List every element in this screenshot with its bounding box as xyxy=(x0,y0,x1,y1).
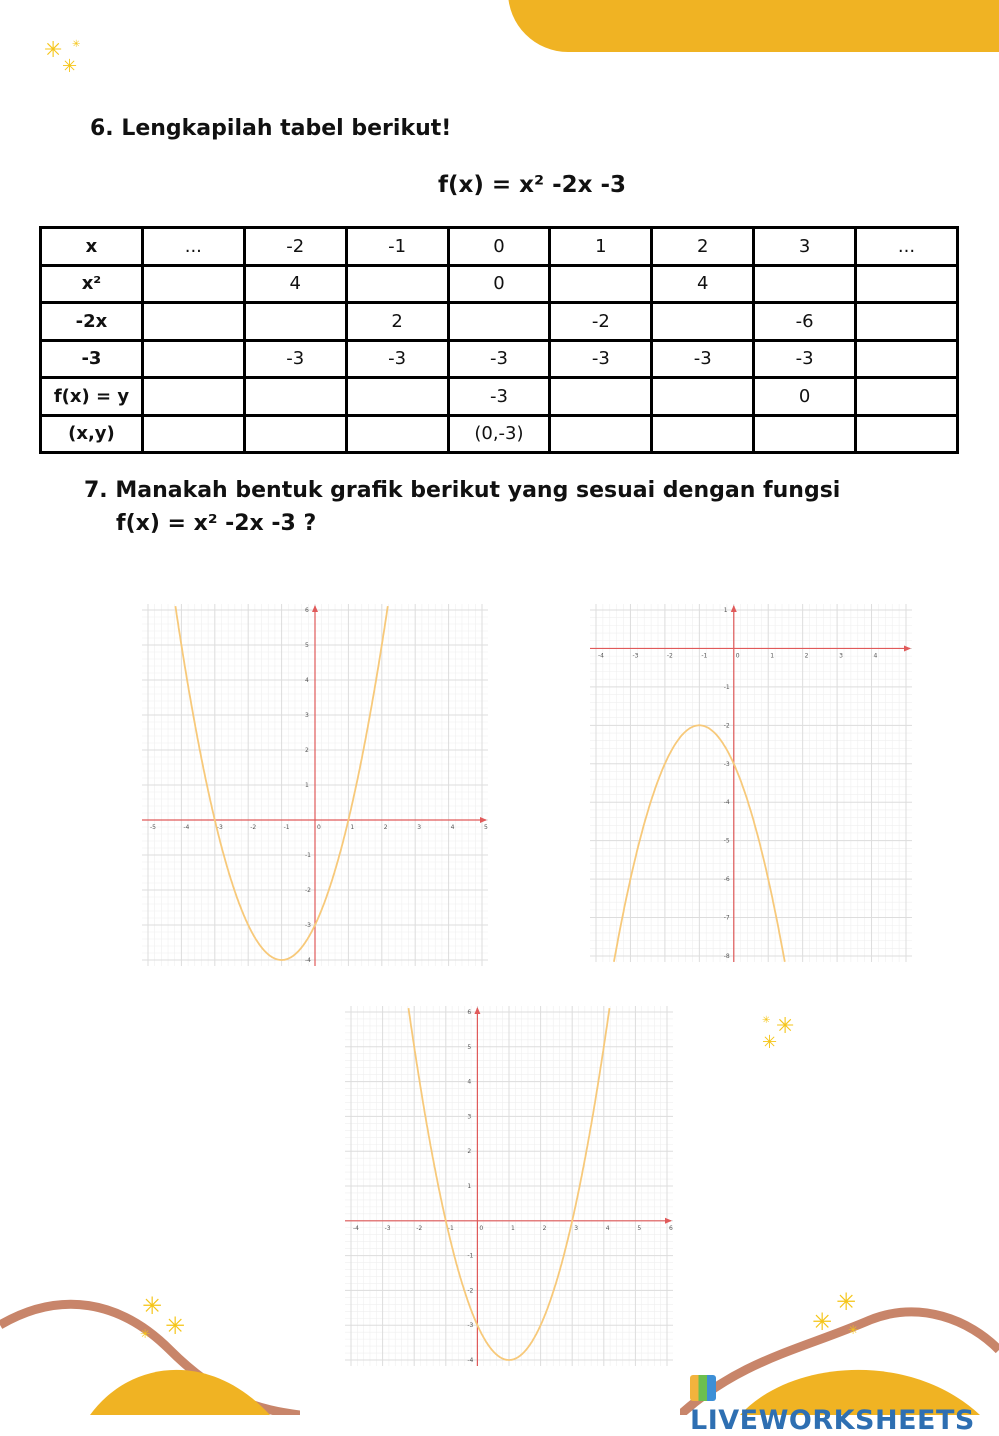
y-tick-label: 3 xyxy=(305,712,309,719)
answer-cell[interactable] xyxy=(856,415,958,453)
row-header: -3 xyxy=(41,340,143,378)
x-tick-label: 4 xyxy=(450,824,455,831)
value-cell: 3 xyxy=(754,228,856,266)
value-cell: (0,-3) xyxy=(448,415,550,453)
answer-cell[interactable] xyxy=(652,378,754,416)
question-7-line-2: f(x) = x² -2x -3 ? xyxy=(116,511,317,536)
y-axis-arrow xyxy=(474,1007,480,1014)
x-tick-label: 3 xyxy=(839,652,843,660)
answer-cell[interactable] xyxy=(346,378,448,416)
sparkle-icon: ✳ xyxy=(812,1308,833,1336)
value-cell: -2 xyxy=(244,228,346,266)
answer-cell[interactable] xyxy=(754,265,856,303)
y-axis-arrow xyxy=(731,605,737,612)
y-tick-label: -1 xyxy=(723,683,730,691)
x-tick-label: -1 xyxy=(283,824,290,831)
answer-cell[interactable] xyxy=(856,340,958,378)
table-row xyxy=(41,378,958,416)
sparkle-icon: ✳ xyxy=(165,1312,186,1340)
y-tick-label: 6 xyxy=(467,1009,472,1016)
value-cell: 0 xyxy=(448,228,550,266)
question-6: 6. Lengkapilah tabel berikut! xyxy=(90,116,452,141)
row-header: x xyxy=(41,228,143,266)
answer-cell[interactable] xyxy=(856,265,958,303)
x-tick-label: 3 xyxy=(574,1224,579,1232)
answer-cell[interactable] xyxy=(346,415,448,453)
x-tick-label: 2 xyxy=(383,824,388,831)
y-tick-label: -4 xyxy=(723,799,730,807)
y-tick-label: 6 xyxy=(305,607,309,614)
x-tick-label: 1 xyxy=(770,652,775,660)
table-row xyxy=(41,340,958,378)
x-tick-label: 2 xyxy=(542,1224,547,1232)
x-tick-label: -4 xyxy=(598,652,604,660)
y-tick-label: -6 xyxy=(723,876,730,884)
sparkle-icon: ✳ xyxy=(142,1292,163,1320)
answer-cell[interactable] xyxy=(550,265,652,303)
y-tick-label: -1 xyxy=(305,852,311,859)
y-tick-label: 2 xyxy=(305,747,309,754)
sparkle-icon: ✳ xyxy=(62,56,78,77)
graph-a[interactable] xyxy=(142,604,488,966)
answer-cell[interactable] xyxy=(244,303,346,341)
value-cell: -1 xyxy=(346,228,448,266)
row-header: x² xyxy=(41,265,143,303)
x-tick-label: 4 xyxy=(873,652,878,660)
sparkle-icon: ✳ xyxy=(762,1032,778,1053)
answer-cell[interactable] xyxy=(244,415,346,453)
x-tick-label: -2 xyxy=(416,1224,423,1232)
sparkle-icon: ✳ xyxy=(848,1323,859,1337)
y-tick-label: -5 xyxy=(723,837,730,845)
answer-cell[interactable] xyxy=(754,415,856,453)
y-tick-label: -3 xyxy=(467,1322,474,1330)
y-tick-label: -1 xyxy=(467,1252,474,1260)
graph-b[interactable] xyxy=(590,604,912,962)
table-row xyxy=(41,415,958,453)
value-cell: -3 xyxy=(652,340,754,378)
value-cell: 4 xyxy=(244,265,346,303)
sparkle-icon: ✳ xyxy=(44,38,63,63)
value-cell: -3 xyxy=(448,378,550,416)
value-cell: -3 xyxy=(346,340,448,378)
y-tick-label: 3 xyxy=(467,1113,472,1121)
y-tick-label: -4 xyxy=(467,1357,474,1364)
y-tick-label: -2 xyxy=(723,722,730,730)
answer-cell[interactable] xyxy=(550,378,652,416)
answer-cell[interactable] xyxy=(652,415,754,453)
x-tick-label: 0 xyxy=(479,1224,484,1232)
x-tick-label: -3 xyxy=(384,1224,391,1232)
x-tick-label: 1 xyxy=(511,1224,515,1232)
y-tick-label: 2 xyxy=(467,1148,472,1156)
value-cell: -2 xyxy=(550,303,652,341)
x-axis-arrow xyxy=(904,645,911,651)
value-cell: -6 xyxy=(754,303,856,341)
y-tick-label: 4 xyxy=(305,677,309,684)
x-axis-arrow xyxy=(480,817,487,823)
sparkle-icon: ✳ xyxy=(776,1014,795,1039)
x-tick-label: -5 xyxy=(150,824,156,831)
y-tick-label: 1 xyxy=(723,607,728,614)
answer-cell[interactable] xyxy=(142,415,244,453)
y-tick-label: 1 xyxy=(305,782,309,789)
function-formula: f(x) = x² -2x -3 xyxy=(438,172,627,198)
value-cell: -3 xyxy=(754,340,856,378)
value-cell: -3 xyxy=(448,340,550,378)
answer-cell[interactable] xyxy=(448,303,550,341)
y-tick-label: -3 xyxy=(723,760,730,768)
table-row xyxy=(41,303,958,341)
x-tick-label: -4 xyxy=(353,1224,359,1232)
table-row xyxy=(41,228,958,266)
brand-text: LIVEWORKSHEETS xyxy=(690,1405,975,1436)
answer-cell[interactable] xyxy=(652,303,754,341)
x-tick-label: 6 xyxy=(669,1224,673,1232)
y-tick-label: 5 xyxy=(305,642,309,649)
y-tick-label: 4 xyxy=(467,1078,472,1086)
sparkle-icon: ✳ xyxy=(72,39,81,50)
sparkle-icon: ✳ xyxy=(762,1015,771,1026)
y-tick-label: -7 xyxy=(723,914,730,922)
value-cell: 0 xyxy=(448,265,550,303)
answer-cell[interactable] xyxy=(550,415,652,453)
table-row xyxy=(41,265,958,303)
x-tick-label: 1 xyxy=(350,824,355,831)
value-cell: -3 xyxy=(244,340,346,378)
y-tick-label: -2 xyxy=(305,887,311,894)
question-7 xyxy=(84,478,964,536)
x-tick-label: -1 xyxy=(701,652,708,660)
row-header: f(x) = y xyxy=(41,378,143,416)
x-axis-arrow xyxy=(665,1218,672,1224)
value-table xyxy=(39,226,959,454)
value-cell: ... xyxy=(856,228,958,266)
x-tick-label: -2 xyxy=(250,824,257,831)
liveworksheets-logo xyxy=(690,1374,999,1436)
value-cell: 1 xyxy=(550,228,652,266)
brand-icon xyxy=(690,1375,716,1401)
answer-cell[interactable] xyxy=(142,303,244,341)
answer-cell[interactable] xyxy=(856,303,958,341)
y-tick-label: 5 xyxy=(467,1043,472,1051)
y-tick-label: -8 xyxy=(723,953,730,960)
x-tick-label: 3 xyxy=(417,824,422,831)
x-tick-label: 5 xyxy=(484,824,488,831)
value-cell: 2 xyxy=(652,228,754,266)
row-header: -2x xyxy=(41,303,143,341)
answer-cell[interactable] xyxy=(856,378,958,416)
x-tick-label: 4 xyxy=(605,1224,610,1232)
answer-cell[interactable] xyxy=(142,340,244,378)
answer-cell[interactable] xyxy=(142,378,244,416)
x-tick-label: -1 xyxy=(447,1224,454,1232)
y-tick-label: -4 xyxy=(305,957,311,964)
graph-c[interactable] xyxy=(345,1006,673,1366)
top-decoration-blob xyxy=(508,0,999,52)
y-tick-label: -3 xyxy=(305,922,311,929)
value-cell: 2 xyxy=(346,303,448,341)
answer-cell[interactable] xyxy=(142,265,244,303)
x-tick-label: 0 xyxy=(735,652,740,660)
x-tick-label: -2 xyxy=(666,652,673,660)
x-tick-label: -3 xyxy=(216,824,223,831)
question-7-line-1: 7. Manakah bentuk grafik berikut yang sesuai dengan fungsi xyxy=(84,478,841,503)
value-cell: 0 xyxy=(754,378,856,416)
y-tick-label: 1 xyxy=(467,1183,472,1190)
x-tick-label: -4 xyxy=(183,824,190,831)
value-cell: 4 xyxy=(652,265,754,303)
value-cell: ... xyxy=(142,228,244,266)
x-tick-label: 2 xyxy=(804,652,809,660)
x-tick-label: -3 xyxy=(632,652,639,660)
answer-cell[interactable] xyxy=(346,265,448,303)
value-cell: -3 xyxy=(550,340,652,378)
y-axis-arrow xyxy=(312,605,318,612)
row-header: (x,y) xyxy=(41,415,143,453)
answer-cell[interactable] xyxy=(244,378,346,416)
x-tick-label: 0 xyxy=(317,824,321,831)
sparkle-icon: ✳ xyxy=(836,1288,857,1316)
x-tick-label: 5 xyxy=(637,1224,642,1232)
y-tick-label: -2 xyxy=(467,1287,474,1295)
sparkle-icon: ✳ xyxy=(140,1327,151,1341)
